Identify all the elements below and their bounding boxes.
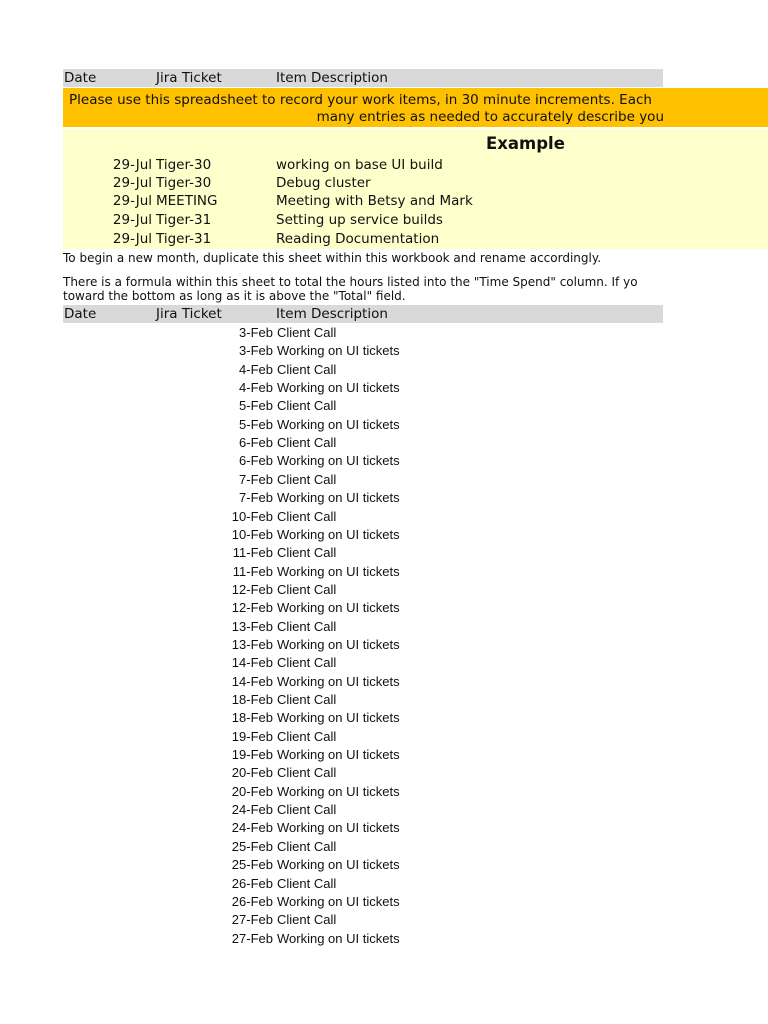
example-date: 29-Jul — [112, 157, 152, 173]
entry-row[interactable] — [0, 526, 768, 544]
entries-header-row — [63, 305, 663, 323]
entry-description: Client Call — [277, 435, 337, 451]
entry-description: Working on UI tickets — [277, 563, 400, 579]
entry-row[interactable] — [0, 599, 768, 617]
entry-date: 6-Feb — [239, 453, 273, 469]
header-item-description[interactable]: Item Description — [276, 70, 388, 86]
example-ticket: Tiger-30 — [156, 157, 212, 173]
note-new-month[interactable]: To begin a new month, duplicate this sheet within this workbook and rename accordingly. — [63, 251, 602, 265]
entry-date: 10-Feb — [231, 526, 273, 542]
example-ticket: Tiger-31 — [156, 212, 212, 228]
example-row[interactable] — [63, 174, 768, 192]
entry-row[interactable] — [0, 801, 768, 819]
entry-row[interactable] — [0, 416, 768, 434]
example-block — [63, 129, 768, 249]
entry-description: Working on UI tickets — [277, 893, 400, 909]
entry-date: 24-Feb — [231, 802, 273, 818]
entry-row[interactable] — [0, 673, 768, 691]
entry-description: Client Call — [277, 765, 337, 781]
entry-date: 13-Feb — [231, 636, 273, 652]
entry-description: Client Call — [277, 618, 337, 634]
example-row[interactable] — [63, 211, 768, 229]
example-title[interactable]: Example — [486, 134, 565, 153]
entry-date: 3-Feb — [239, 325, 273, 340]
header-item-description[interactable]: Item Description — [276, 306, 388, 322]
example-header-row — [63, 69, 663, 87]
entry-date: 27-Feb — [231, 930, 273, 946]
entry-date: 6-Feb — [239, 435, 273, 451]
example-date: 29-Jul — [112, 212, 152, 228]
note-formula-line-1[interactable]: There is a formula within this sheet to total the hours listed into the "Time Spend" column. If yo — [63, 275, 638, 289]
entry-description: Client Call — [277, 875, 337, 891]
entry-row[interactable] — [0, 452, 768, 470]
entry-row[interactable] — [0, 728, 768, 746]
entry-row[interactable] — [0, 361, 768, 379]
example-description: Reading Documentation — [276, 231, 440, 247]
header-date[interactable]: Date — [64, 306, 97, 322]
instructions-banner[interactable] — [63, 88, 768, 127]
entry-description: Working on UI tickets — [277, 490, 400, 506]
entry-date: 5-Feb — [239, 416, 273, 432]
entry-date: 18-Feb — [231, 710, 273, 726]
entry-description: Client Call — [277, 802, 337, 818]
entry-row[interactable] — [0, 636, 768, 654]
entry-row[interactable] — [0, 434, 768, 452]
entry-description: Client Call — [277, 692, 337, 707]
entry-date: 12-Feb — [231, 581, 273, 597]
entry-date: 7-Feb — [239, 471, 273, 487]
entry-row[interactable] — [0, 893, 768, 911]
entry-row[interactable] — [0, 746, 768, 764]
entry-row[interactable] — [0, 508, 768, 526]
entry-row[interactable] — [0, 397, 768, 415]
entry-date: 3-Feb — [239, 343, 273, 359]
instructions-line-1: Please use this spreadsheet to record your work items, in 30 minute increments. Each — [69, 92, 652, 108]
entry-description: Working on UI tickets — [277, 710, 400, 726]
entry-date: 4-Feb — [239, 361, 273, 377]
entry-description: Working on UI tickets — [277, 380, 400, 396]
entry-row[interactable] — [0, 654, 768, 672]
entry-row[interactable] — [0, 819, 768, 837]
entry-date: 19-Feb — [231, 728, 273, 744]
entry-description: Working on UI tickets — [277, 636, 400, 652]
entry-description: Working on UI tickets — [277, 343, 400, 359]
entry-row[interactable] — [0, 875, 768, 893]
entry-row[interactable] — [0, 709, 768, 727]
example-ticket: Tiger-30 — [156, 175, 212, 191]
entry-date: 20-Feb — [231, 765, 273, 781]
example-date: 29-Jul — [112, 175, 152, 191]
entry-date: 7-Feb — [239, 490, 273, 506]
entry-date: 27-Feb — [231, 912, 273, 928]
header-date[interactable]: Date — [64, 70, 97, 86]
entry-row[interactable] — [0, 618, 768, 636]
entry-description: Working on UI tickets — [277, 673, 400, 689]
entry-row[interactable] — [0, 856, 768, 874]
entry-date: 20-Feb — [231, 783, 273, 799]
entry-description: Client Call — [277, 325, 337, 340]
entry-date: 26-Feb — [231, 893, 273, 909]
entry-row[interactable] — [0, 324, 768, 342]
entry-row[interactable] — [0, 379, 768, 397]
entry-date: 24-Feb — [231, 820, 273, 836]
note-formula-line-2[interactable]: toward the bottom as long as it is above the "Total" field. — [63, 289, 406, 303]
example-description: Debug cluster — [276, 175, 371, 191]
entry-row[interactable] — [0, 783, 768, 801]
entry-description: Client Call — [277, 838, 337, 854]
entry-description: Client Call — [277, 581, 337, 597]
entry-description: Working on UI tickets — [277, 857, 400, 873]
entry-description: Working on UI tickets — [277, 930, 400, 946]
entry-row[interactable] — [0, 838, 768, 856]
entry-date: 11-Feb — [232, 545, 273, 561]
entry-date: 26-Feb — [231, 875, 273, 891]
example-date: 29-Jul — [112, 193, 152, 209]
entry-date: 19-Feb — [231, 747, 273, 763]
entry-description: Client Call — [277, 545, 337, 561]
instructions-line-2: many entries as needed to accurately describe you — [316, 109, 664, 125]
entry-date: 18-Feb — [231, 692, 273, 707]
entry-description: Working on UI tickets — [277, 416, 400, 432]
entry-row[interactable] — [0, 489, 768, 507]
entry-row[interactable] — [0, 581, 768, 599]
example-description: working on base UI build — [276, 157, 443, 173]
entry-date: 5-Feb — [239, 398, 273, 414]
entry-row[interactable] — [0, 691, 768, 709]
entry-description: Working on UI tickets — [277, 453, 400, 469]
entry-description: Client Call — [277, 398, 337, 414]
entry-row[interactable] — [0, 930, 768, 948]
entry-description: Working on UI tickets — [277, 783, 400, 799]
header-jira-ticket[interactable]: Jira Ticket — [156, 70, 222, 86]
entry-description: Client Call — [277, 471, 337, 487]
entry-description: Working on UI tickets — [277, 820, 400, 836]
entry-row[interactable] — [0, 911, 768, 929]
example-row[interactable] — [63, 192, 768, 210]
entry-description: Client Call — [277, 361, 337, 377]
example-description: Meeting with Betsy and Mark — [276, 193, 473, 209]
entry-description: Working on UI tickets — [277, 526, 400, 542]
entry-description: Client Call — [277, 655, 337, 671]
example-date: 29-Jul — [112, 231, 152, 247]
header-jira-ticket[interactable]: Jira Ticket — [156, 306, 222, 322]
entry-row[interactable] — [0, 342, 768, 360]
entry-date: 12-Feb — [231, 600, 273, 616]
entry-date: 14-Feb — [231, 673, 273, 689]
entry-row[interactable] — [0, 563, 768, 581]
example-row[interactable] — [63, 230, 768, 248]
entry-description: Client Call — [277, 912, 337, 928]
entry-date: 14-Feb — [231, 655, 273, 671]
entry-date: 4-Feb — [239, 380, 273, 396]
entry-description: Working on UI tickets — [277, 600, 400, 616]
entry-date: 10-Feb — [231, 508, 273, 524]
entry-description: Working on UI tickets — [277, 747, 400, 763]
entry-date: 25-Feb — [231, 857, 273, 873]
entry-date: 25-Feb — [231, 838, 273, 854]
entry-row[interactable] — [0, 471, 768, 489]
entry-row[interactable] — [0, 544, 768, 562]
entry-row[interactable] — [0, 764, 768, 782]
example-ticket: MEETING — [156, 193, 218, 209]
entry-description: Client Call — [277, 508, 337, 524]
example-ticket: Tiger-31 — [156, 231, 212, 247]
entry-date: 13-Feb — [231, 618, 273, 634]
example-row[interactable] — [63, 156, 768, 174]
entry-date: 11-Feb — [232, 563, 273, 579]
example-description: Setting up service builds — [276, 212, 443, 228]
entry-description: Client Call — [277, 728, 337, 744]
